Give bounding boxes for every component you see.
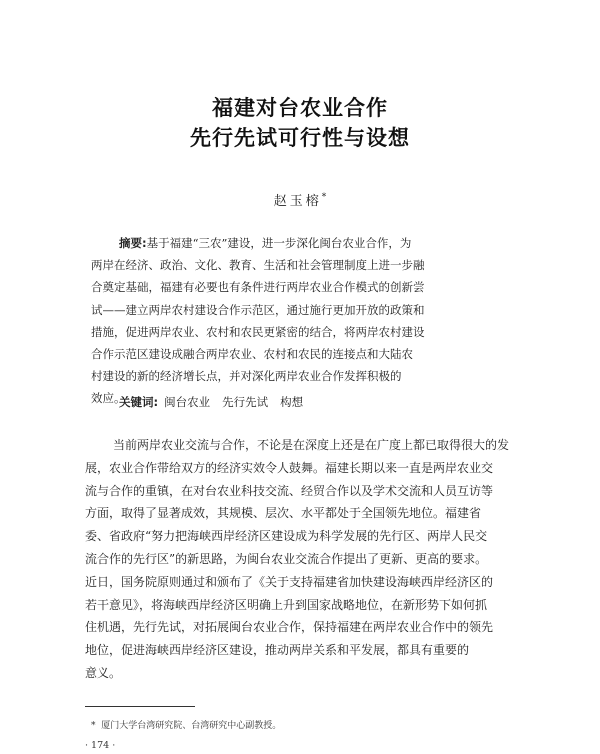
footnote-text: 厦门大学台湾研究院、台湾研究中心副教授。 [101,721,282,731]
paper-title-line-2: 先行先试可行性与设想 [190,126,410,150]
abstract-line: 合作示范区建设成融合两岸农业、农村和农民的连接点和大陆农 [91,347,413,362]
keyword: 闽台农业 [164,395,211,409]
abstract-line: 措施，促进两岸农业、农村和农民更紧密的结合，将两岸农村建设 [91,324,425,339]
keywords [119,394,309,410]
body-line: 住机遇，先行先试，对拓展闽台农业合作，保持福建在两岸农业合作中的领先 [85,620,494,635]
abstract-line: 合奠定基础，福建有必要也有条件进行两岸农业合作模式的创新尝 [91,280,425,295]
body-line: 方面，取得了显著成效，其规模、层次、水平都处于全国领先地位。福建省 [85,506,482,521]
body-line: 流合作的先行区”的新思路，为闽台农业交流合作提出了更新、更高的要求。 [85,551,488,566]
body-line: 委、省政府“努力把海峡西岸经济区建设成为科学发展的先行区、两岸人民交 [85,529,488,544]
body-line: 近日，国务院原则通过和颁布了《关于支持福建省加快建设海峡西岸经济区的 [85,574,494,589]
body-text [85,434,525,685]
keyword: 先行先试 [222,395,269,409]
author [0,190,600,209]
body-line: 意义。 [85,665,122,680]
abstract-text: 基于福建“三农”建设，进一步深化闽台农业合作，为 [146,236,412,250]
footnote-divider [85,706,195,707]
abstract-line: 试——建立两岸农村建设合作示范区，通过施行更加开放的政策和 [91,302,425,317]
abstract-label: 摘要: [119,236,147,250]
body-line: 当前两岸农业交流与合作，不论是在深度上还是在广度上都已取得很大的发 [113,438,510,452]
abstract-line [91,232,515,254]
body-line: 流与合作的重镇，在对台农业科技交流、经贸合作以及学术交流和人员互访等 [85,483,494,498]
abstract-line: 村建设的新的经济增长点，并对深化两岸农业合作发挥积极的 [91,369,402,384]
body-line: 若干意见》，将海峡西岸经济区明确上升到国家战略地位，在新形势下如何抓 [85,597,488,612]
keywords-label: 关键词: [119,395,159,409]
body-line: 地位，促进海峡西岸经济区建设，推动两岸关系和平发展，都具有重要的 [85,643,470,658]
footnote-mark: * [91,721,96,731]
abstract [91,232,515,410]
keyword: 构想 [280,395,304,409]
page-number: · 174 · [85,740,116,751]
abstract-line: 效应。 [91,391,126,406]
footnote [91,718,281,731]
author-name: 赵玉榕 [273,194,322,209]
body-line: 展，农业合作带给双方的经济实效令人鼓舞。福建长期以来一直是两岸农业交 [85,460,494,475]
abstract-line: 两岸在经济、政治、文化、教育、生活和社会管理制度上进一步融 [91,258,425,273]
paper-title-line-1: 福建对台农业合作 [212,96,388,120]
author-footnote-mark: * [321,192,327,203]
